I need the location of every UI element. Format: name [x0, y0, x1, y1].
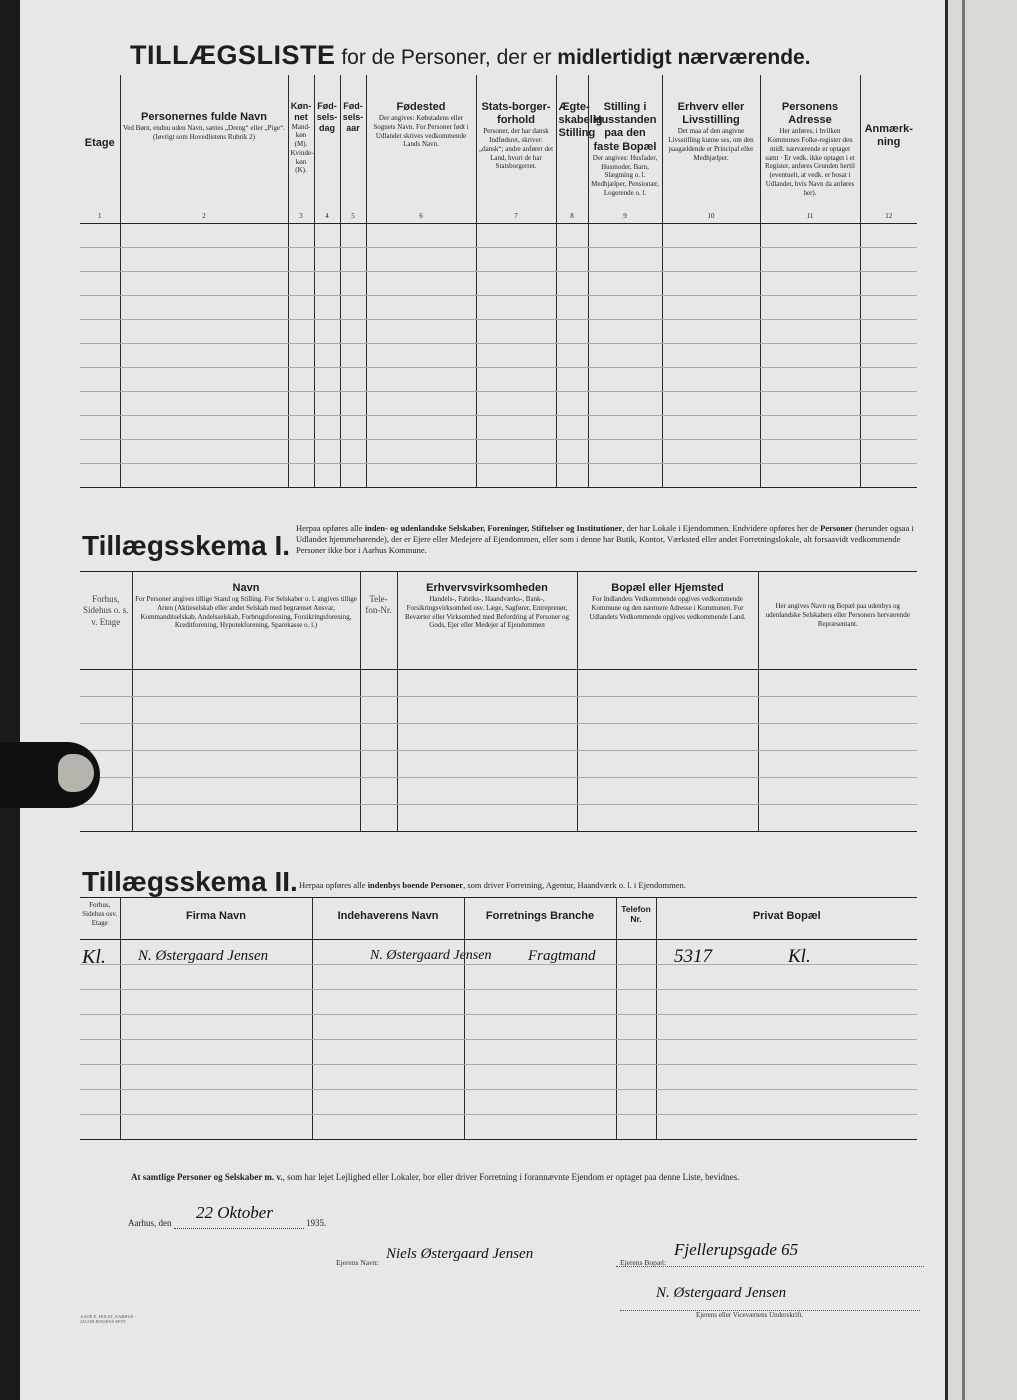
t1-cell[interactable]	[476, 439, 556, 463]
t3-cell[interactable]	[120, 990, 312, 1015]
t1-cell[interactable]	[476, 463, 556, 487]
t1-cell[interactable]	[556, 223, 588, 247]
t1-cell[interactable]	[120, 463, 288, 487]
t3-cell[interactable]	[616, 1065, 656, 1090]
t2-cell[interactable]	[758, 697, 917, 724]
t3-row	[80, 1090, 917, 1115]
t2-cell[interactable]	[132, 697, 360, 724]
t1-row	[80, 247, 917, 271]
form-title	[130, 40, 811, 71]
t3-row	[80, 965, 917, 990]
t1-cell[interactable]	[340, 391, 366, 415]
t1-cell[interactable]	[366, 343, 476, 367]
t1-cell[interactable]	[314, 367, 340, 391]
t1-cell[interactable]	[860, 391, 917, 415]
schema1-description: Herpaa opføres alle inden- og udenlandske Selskaber, Foreninger, Stiftelser og Institutioner, der har Lokale i Ejendommen. Endvidere opføres her de Personer (herunder ogsaa i Udlandet hjemmehørende), der er Ejere eller Medejere af Ejendommen, eller som i denne har Butik, Kontor, Værksted eller andet Forretningslokale, alt forsaavidt vedkommende Personer ikke bor i Aarhus Kommune.	[296, 523, 914, 556]
t1-header-col-8: Ægte-skabelig Stilling 8	[556, 75, 588, 223]
t2-cell[interactable]	[360, 724, 397, 751]
t1-cell[interactable]	[760, 463, 860, 487]
t1-cell[interactable]	[288, 247, 314, 271]
t3-row	[80, 1115, 917, 1140]
t1-cell[interactable]	[588, 247, 662, 271]
t1-cell[interactable]	[314, 223, 340, 247]
t3-cell[interactable]	[616, 990, 656, 1015]
t1-cell[interactable]	[288, 223, 314, 247]
t1-cell[interactable]	[760, 295, 860, 319]
t1-cell[interactable]	[588, 415, 662, 439]
t1-row	[80, 271, 917, 295]
t1-cell[interactable]	[760, 247, 860, 271]
t1-cell[interactable]	[288, 463, 314, 487]
t1-row	[80, 319, 917, 343]
t1-cell[interactable]	[556, 343, 588, 367]
t1-cell[interactable]	[288, 415, 314, 439]
t1-cell[interactable]	[80, 319, 120, 343]
t1-cell[interactable]	[556, 367, 588, 391]
t3-cell[interactable]	[312, 1040, 464, 1065]
t1-cell[interactable]	[314, 439, 340, 463]
tillaegsliste-table	[80, 75, 917, 488]
t1-cell[interactable]	[120, 391, 288, 415]
t1-cell[interactable]	[340, 271, 366, 295]
t1-cell[interactable]	[120, 223, 288, 247]
t2-cell[interactable]	[360, 778, 397, 805]
t1-cell[interactable]	[556, 439, 588, 463]
t3-cell[interactable]	[312, 1090, 464, 1115]
t1-cell[interactable]	[80, 367, 120, 391]
owner-address-hand: Fjellerupsgade 65	[674, 1240, 799, 1259]
t3-cell[interactable]	[80, 1040, 120, 1065]
t2-row	[80, 751, 917, 778]
t1-row	[80, 415, 917, 439]
t1-cell[interactable]	[860, 367, 917, 391]
t3-cell[interactable]	[80, 1090, 120, 1115]
t1-cell[interactable]	[120, 295, 288, 319]
t1-cell[interactable]	[760, 319, 860, 343]
printer-imprint: AAGE E. HOLST, AARHUS · JACOB JENSENS EFTF.	[80, 1314, 136, 1325]
t1-cell[interactable]	[314, 343, 340, 367]
declaration: At samtlige Personer og Selskaber m. v., som har lejet Lejlighed eller Lokaler, bor eller driver Forretning i forannævnte Ejendom er optaget paa denne Liste, bevidnes.	[131, 1172, 740, 1182]
t1-header-col-3: Køn-net Mand-køn (M). Kvinde-køn (K). 3	[288, 75, 314, 223]
t1-header-col-6: Fødested Der angives: Købstadens eller Sognets Navn. For Personer født i Udlandet skrives vedkommende Lands Navn. 6	[366, 75, 476, 223]
t3-header-col-3: Indehaverens Navn	[312, 898, 464, 940]
t2-header-col-4: Erhvervsvirksomheden Handels-, Fabriks-, Haandværks-, Bank-, Forsikringsvirksomhed osv. Læge, Sagfører, Entreprenør, Beværter eller Virksomhed med Befordring af Personer og Gods, Ejer eller Medejer af Ejendommen	[397, 572, 577, 670]
t2-cell[interactable]	[397, 724, 577, 751]
t1-cell[interactable]	[662, 295, 760, 319]
t1-cell[interactable]	[314, 415, 340, 439]
t1-header-col-12: Anmærk-ning 12	[860, 75, 917, 223]
title-emph: midlertidigt	[557, 46, 672, 69]
t1-cell[interactable]	[366, 223, 476, 247]
t1-cell[interactable]	[476, 415, 556, 439]
t1-cell[interactable]	[120, 271, 288, 295]
t2-row	[80, 697, 917, 724]
t3-cell[interactable]	[464, 990, 616, 1015]
t2-cell[interactable]	[132, 805, 360, 832]
t1-cell[interactable]	[476, 391, 556, 415]
t3-cell[interactable]	[80, 990, 120, 1015]
t1-cell[interactable]	[760, 439, 860, 463]
t1-cell[interactable]	[366, 247, 476, 271]
t1-cell[interactable]	[340, 415, 366, 439]
t1-cell[interactable]	[662, 271, 760, 295]
t1-cell[interactable]	[476, 271, 556, 295]
t3-cell[interactable]	[656, 1090, 917, 1115]
t2-header-col-3: Tele-fon-Nr.	[360, 572, 397, 670]
t3-row	[80, 1015, 917, 1040]
t1-cell[interactable]	[366, 463, 476, 487]
t3-cell[interactable]	[656, 990, 917, 1015]
t1-cell[interactable]	[340, 223, 366, 247]
schema1-title: Tillægsskema I.	[82, 530, 291, 561]
t2-cell[interactable]	[397, 697, 577, 724]
t1-cell[interactable]	[366, 439, 476, 463]
t2-row	[80, 805, 917, 832]
t1-cell[interactable]	[588, 367, 662, 391]
t3-header-col-4: Forretnings Branche	[464, 898, 616, 940]
t3-cell[interactable]	[120, 1015, 312, 1040]
t1-row	[80, 223, 917, 247]
t3-cell[interactable]	[80, 1015, 120, 1040]
t2-cell[interactable]	[132, 670, 360, 697]
t1-header-col-2: Personernes fulde Navn Ved Børn, endnu uden Navn, sættes „Dreng“ eller „Pige“. (Iøvrigt som Hovedlistens Rubrik 2) 2	[120, 75, 288, 223]
t1-cell[interactable]	[80, 271, 120, 295]
t3-cell[interactable]	[656, 1015, 917, 1040]
t1-cell[interactable]	[340, 247, 366, 271]
t1-cell[interactable]	[288, 391, 314, 415]
t1-cell[interactable]	[860, 343, 917, 367]
t3-cell[interactable]	[464, 1090, 616, 1115]
t3-cell[interactable]	[312, 1115, 464, 1140]
t1-cell[interactable]	[80, 247, 120, 271]
t1-cell[interactable]	[366, 271, 476, 295]
t3-header-col-2: Firma Navn	[120, 898, 312, 940]
entry-firma: N. Østergaard Jensen	[138, 948, 269, 964]
t3-header-col-1: Forhus, Sidehus osv. Etage	[80, 898, 120, 940]
t2-cell[interactable]	[80, 697, 132, 724]
t3-cell[interactable]	[312, 1065, 464, 1090]
t1-cell[interactable]	[860, 247, 917, 271]
t2-cell[interactable]	[360, 670, 397, 697]
owner-address-label: Ejerens Bopæl:	[620, 1258, 667, 1267]
place-date-line: Aarhus, den 1935.	[128, 1218, 327, 1228]
owner-name-label: Ejerens Navn:	[336, 1258, 379, 1267]
t2-header-col-5: Bopæl eller Hjemsted For Indlandets Vedkommende opgives vedkommende Kommune og den nærmere Adresse i Kommunen. For Udlandets Vedkommende opgives vedkommende Land.	[577, 572, 758, 670]
t2-cell[interactable]	[80, 724, 132, 751]
t1-cell[interactable]	[760, 367, 860, 391]
t2-cell[interactable]	[397, 778, 577, 805]
t2-cell[interactable]	[360, 751, 397, 778]
t1-cell[interactable]	[860, 271, 917, 295]
t1-cell[interactable]	[366, 295, 476, 319]
t3-cell[interactable]	[312, 990, 464, 1015]
t2-cell[interactable]	[397, 670, 577, 697]
t3-cell[interactable]	[656, 1040, 917, 1065]
t2-cell[interactable]	[360, 805, 397, 832]
t1-cell[interactable]	[860, 463, 917, 487]
t1-cell[interactable]	[120, 247, 288, 271]
t3-cell[interactable]	[616, 1015, 656, 1040]
t1-cell[interactable]	[860, 415, 917, 439]
t3-cell[interactable]	[656, 1065, 917, 1090]
title-main: TILLÆGSLISTE	[130, 40, 336, 70]
t1-cell[interactable]	[588, 463, 662, 487]
t1-header-col-10: Erhverv eller Livsstilling Det maa af den angivne Livsstilling kunne ses, om den paagældende er Principal eller Medhjælper. 10	[662, 75, 760, 223]
t1-cell[interactable]	[120, 439, 288, 463]
t1-cell[interactable]	[314, 319, 340, 343]
t1-cell[interactable]	[588, 223, 662, 247]
t3-row	[80, 1065, 917, 1090]
t1-cell[interactable]	[760, 391, 860, 415]
t1-cell[interactable]	[80, 223, 120, 247]
t1-row	[80, 439, 917, 463]
t3-cell[interactable]	[464, 1015, 616, 1040]
t1-cell[interactable]	[556, 463, 588, 487]
entry-indehaver: N. Østergaard Jensen	[370, 948, 492, 963]
t2-header-col-2: Navn For Personer angives tillige Stand og Stilling. For Selskaber o. l. angives tillige Arten (Aktieselskab eller andet Selskab med begrænset Ansvar, Kommanditselskab, Andelsselskab, Forbrugsforening, Forsikringsforening, Kreditforening, Hypotekforening, Sparekasse o. l.)	[132, 572, 360, 670]
t3-cell[interactable]	[312, 965, 464, 990]
form-page	[20, 0, 945, 1400]
title-part1: for de Personer, der er	[335, 46, 558, 69]
t1-cell[interactable]	[588, 439, 662, 463]
schema1-table	[80, 571, 917, 832]
t1-row	[80, 295, 917, 319]
t3-cell[interactable]	[120, 1115, 312, 1140]
t1-cell[interactable]	[314, 271, 340, 295]
t1-cell[interactable]	[662, 367, 760, 391]
t1-cell[interactable]	[340, 463, 366, 487]
t1-cell[interactable]	[340, 295, 366, 319]
t3-header-col-6: Privat Bopæl	[656, 898, 917, 940]
t1-cell[interactable]	[476, 343, 556, 367]
t3-cell[interactable]	[616, 940, 656, 965]
t3-cell[interactable]	[464, 1065, 616, 1090]
owner-name-hand: Niels Østergaard Jensen	[386, 1246, 534, 1262]
signature-label: Ejerens eller Viceværtens Underskrift.	[696, 1311, 804, 1319]
owner-address-line	[616, 1266, 924, 1267]
t1-cell[interactable]	[760, 223, 860, 247]
t2-cell[interactable]	[758, 805, 917, 832]
t1-cell[interactable]	[314, 295, 340, 319]
t2-cell[interactable]	[397, 751, 577, 778]
t1-cell[interactable]	[556, 415, 588, 439]
t1-cell[interactable]	[80, 343, 120, 367]
t1-cell[interactable]	[588, 343, 662, 367]
entry-branche: Fragtmand	[528, 948, 596, 964]
thumb-holding-page	[0, 742, 100, 808]
t1-cell[interactable]	[366, 319, 476, 343]
t1-header-col-9: Stilling i Husstanden paa den faste Bopæl Der angives: Husfader, Husmoder, Barn, Slægtning o. l. Medhjælper, Pensionær, Logerende o. l. 9	[588, 75, 662, 223]
t1-cell[interactable]	[476, 247, 556, 271]
t1-cell[interactable]	[662, 415, 760, 439]
t3-cell[interactable]	[616, 1115, 656, 1140]
t1-cell[interactable]	[662, 391, 760, 415]
entry-telefon: 5317	[674, 946, 712, 967]
t1-cell[interactable]	[80, 391, 120, 415]
t1-cell[interactable]	[556, 271, 588, 295]
t2-cell[interactable]	[758, 751, 917, 778]
t2-cell[interactable]	[577, 805, 758, 832]
t2-cell[interactable]	[360, 697, 397, 724]
t3-cell[interactable]	[120, 1090, 312, 1115]
t1-cell[interactable]	[588, 295, 662, 319]
title-end: nærværende.	[677, 46, 811, 69]
t3-cell[interactable]	[80, 1065, 120, 1090]
entry-bopael: Kl.	[788, 946, 811, 967]
t1-header-col-5: Fød-sels-aar 5	[340, 75, 366, 223]
t3-cell[interactable]	[120, 1065, 312, 1090]
t1-cell[interactable]	[80, 415, 120, 439]
t1-cell[interactable]	[662, 463, 760, 487]
t3-cell[interactable]	[464, 965, 616, 990]
t1-cell[interactable]	[476, 223, 556, 247]
t3-row	[80, 1040, 917, 1065]
date-hand: 22 Oktober	[196, 1203, 273, 1222]
t2-row	[80, 778, 917, 805]
t1-cell[interactable]	[588, 271, 662, 295]
t1-cell[interactable]	[288, 271, 314, 295]
t1-row	[80, 463, 917, 487]
t3-cell[interactable]	[80, 1115, 120, 1140]
t1-cell[interactable]	[80, 463, 120, 487]
schema2-table	[80, 897, 917, 1140]
t2-row	[80, 724, 917, 751]
t3-cell[interactable]	[616, 1090, 656, 1115]
t3-row	[80, 990, 917, 1015]
t1-cell[interactable]	[340, 367, 366, 391]
t3-cell[interactable]	[656, 1115, 917, 1140]
entry-etage: Kl.	[82, 946, 106, 968]
t1-cell[interactable]	[314, 463, 340, 487]
t2-cell[interactable]	[577, 751, 758, 778]
t1-cell[interactable]	[556, 319, 588, 343]
t2-cell[interactable]	[577, 778, 758, 805]
t1-cell[interactable]	[588, 391, 662, 415]
t1-cell[interactable]	[556, 247, 588, 271]
t2-cell[interactable]	[577, 670, 758, 697]
t1-cell[interactable]	[340, 343, 366, 367]
t1-header-col-1: Etage 1	[80, 75, 120, 223]
t1-cell[interactable]	[288, 295, 314, 319]
t1-cell[interactable]	[288, 343, 314, 367]
t2-header-col-1: Forhus, Sidehus o. s. v. Etage	[80, 572, 132, 670]
t1-cell[interactable]	[366, 367, 476, 391]
signature-hand: N. Østergaard Jensen	[656, 1285, 787, 1301]
t3-header-col-5: Telefon Nr.	[616, 898, 656, 940]
t1-cell[interactable]	[760, 271, 860, 295]
t2-cell[interactable]	[397, 805, 577, 832]
t1-cell[interactable]	[366, 415, 476, 439]
t2-cell[interactable]	[758, 670, 917, 697]
t1-cell[interactable]	[860, 223, 917, 247]
t1-cell[interactable]	[662, 439, 760, 463]
t1-header-col-11: Personens Adresse Her anføres, i hvilken Kommunes Folke-register den midl. nærværende er optaget samt · Er vedk. ikke optaget i et Register, anføres Grunden hertil (eventuelt, at vedk. er bosat i Udlandet, hvis Navn da anføres her). 11	[760, 75, 860, 223]
t1-cell[interactable]	[860, 295, 917, 319]
t3-cell[interactable]	[616, 965, 656, 990]
t3-cell[interactable]	[312, 1015, 464, 1040]
t2-cell[interactable]	[80, 670, 132, 697]
t1-cell[interactable]	[662, 343, 760, 367]
t1-cell[interactable]	[476, 295, 556, 319]
t1-cell[interactable]	[476, 367, 556, 391]
t1-cell[interactable]	[120, 319, 288, 343]
t1-cell[interactable]	[288, 439, 314, 463]
t1-header-col-7: Stats-borger-forhold Personer, der har dansk Indfødsret, skriver: „dansk“; andre anfører det Land, hvori de har Statsborgerret. 7	[476, 75, 556, 223]
t1-cell[interactable]	[340, 439, 366, 463]
t1-row	[80, 391, 917, 415]
t1-cell[interactable]	[588, 319, 662, 343]
t1-cell[interactable]	[314, 247, 340, 271]
t3-cell[interactable]	[120, 1040, 312, 1065]
t2-cell[interactable]	[758, 724, 917, 751]
t1-cell[interactable]	[120, 343, 288, 367]
t2-cell[interactable]	[758, 778, 917, 805]
t1-cell[interactable]	[314, 391, 340, 415]
t1-cell[interactable]	[80, 295, 120, 319]
t3-cell[interactable]	[120, 965, 312, 990]
t1-cell[interactable]	[288, 319, 314, 343]
t1-cell[interactable]	[340, 319, 366, 343]
t1-cell[interactable]	[366, 391, 476, 415]
t1-cell[interactable]	[760, 343, 860, 367]
t2-cell[interactable]	[577, 697, 758, 724]
t1-cell[interactable]	[556, 391, 588, 415]
t3-cell[interactable]	[464, 1115, 616, 1140]
t1-row	[80, 343, 917, 367]
t1-cell[interactable]	[662, 247, 760, 271]
t1-cell[interactable]	[860, 439, 917, 463]
t1-cell[interactable]	[288, 367, 314, 391]
t3-cell[interactable]	[656, 965, 917, 990]
t2-cell[interactable]	[132, 724, 360, 751]
t1-cell[interactable]	[80, 439, 120, 463]
t1-cell[interactable]	[662, 319, 760, 343]
t2-row	[80, 670, 917, 697]
schema2-title: Tillægsskema II.	[82, 866, 298, 897]
t1-cell[interactable]	[120, 415, 288, 439]
t1-cell[interactable]	[120, 367, 288, 391]
t2-cell[interactable]	[577, 724, 758, 751]
t1-header-col-4: Fød-sels-dag 4	[314, 75, 340, 223]
t2-header-col-6: Her angives Navn og Bopæl paa udenbys og udenlandske Selskabers eller Personers herværende Repræsentant.	[758, 572, 917, 670]
t1-cell[interactable]	[476, 319, 556, 343]
t2-cell[interactable]	[132, 778, 360, 805]
t1-cell[interactable]	[662, 223, 760, 247]
t3-cell[interactable]	[616, 1040, 656, 1065]
t1-cell[interactable]	[760, 415, 860, 439]
t1-cell[interactable]	[860, 319, 917, 343]
t1-row	[80, 367, 917, 391]
next-page-edge	[945, 0, 1017, 1400]
t2-cell[interactable]	[80, 805, 132, 832]
t1-cell[interactable]	[556, 295, 588, 319]
t2-cell[interactable]	[132, 751, 360, 778]
t3-cell[interactable]	[464, 1040, 616, 1065]
schema2-description: Herpaa opføres alle indenbys boende Personer, som driver Forretning, Agentur, Haandværk o. l. i Ejendommen.	[299, 880, 686, 890]
